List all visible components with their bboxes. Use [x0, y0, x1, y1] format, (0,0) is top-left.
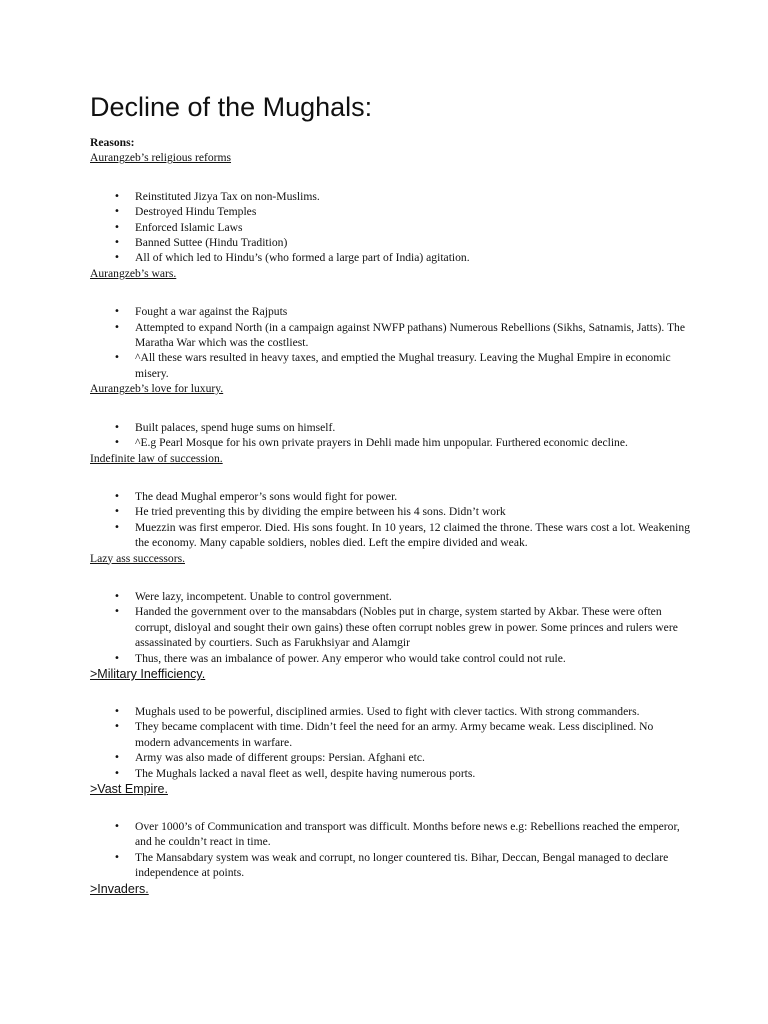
list-item: • ^E.g Pearl Mosque for his own private prayers in Dehli made him unpopular. Furthered economic decline. — [90, 435, 690, 450]
list-item: • Enforced Islamic Laws — [90, 220, 690, 235]
section-heading: >Military Inefficiency. — [90, 666, 206, 681]
section-heading: Indefinite law of succession. — [90, 451, 223, 465]
list-item: • Destroyed Hindu Temples — [90, 204, 690, 219]
document-body — [90, 135, 690, 897]
list-item: • Banned Suttee (Hindu Tradition) — [90, 235, 690, 250]
section-heading: >Vast Empire. — [90, 782, 168, 796]
list-item: • Reinstituted Jizya Tax on non-Muslims. — [90, 189, 690, 204]
list-item: • Over 1000’s of Communication and transport was difficult. Months before news e.g: Rebellions reached the emperor, and he couldn’t react in time. — [90, 819, 690, 850]
list-item: • Army was also made of different groups: Persian. Afghani etc. — [90, 750, 690, 765]
section-heading: Aurangzeb’s wars. — [90, 266, 177, 280]
list-item: • The Mansabdary system was weak and corrupt, no longer countered tis. Bihar, Deccan, Bengal managed to declare independence at points. — [90, 850, 690, 881]
list-item: • Thus, there was an imbalance of power. Any emperor who would take control could not rule. — [90, 651, 690, 666]
list-item: • They became complacent with time. Didn’t feel the need for an army. Army became weak. Less disciplined. No modern advancements in warfare. — [90, 719, 690, 750]
list-item: • Were lazy, incompetent. Unable to control government. — [90, 589, 690, 604]
list-item: • Fought a war against the Rajputs — [90, 304, 690, 319]
bullet-list — [90, 589, 690, 666]
list-item: • ^All these wars resulted in heavy taxes, and emptied the Mughal treasury. Leaving the Mughal Empire in economic misery. — [90, 350, 690, 381]
list-item: • Attempted to expand North (in a campaign against NWFP pathans) Numerous Rebellions (Sikhs, Satnamis, Jatts). The Maratha War which was the costliest. — [90, 320, 690, 351]
bullet-list — [90, 189, 690, 266]
list-item: • Built palaces, spend huge sums on himself. — [90, 420, 690, 435]
list-item: • He tried preventing this by dividing the empire between his 4 sons. Didn’t work — [90, 504, 690, 519]
list-item: • Mughals used to be powerful, disciplined armies. Used to fight with clever tactics. With strong commanders. — [90, 704, 690, 719]
list-item: • All of which led to Hindu’s (who formed a large part of India) agitation. — [90, 250, 690, 265]
section-heading: Lazy ass successors. — [90, 551, 185, 565]
list-item: • The dead Mughal emperor’s sons would fight for power. — [90, 489, 690, 504]
list-item: • Handed the government over to the mansabdars (Nobles put in charge, system started by Akbar. These were often corrupt, disloyal and sought their own gains) these often corrupt nobles grew in power. Some princes and rulers were assassinated by courtiers. Such as Farukhsiyar and Alamgir — [90, 604, 690, 650]
bullet-list — [90, 420, 690, 451]
section-heading: Aurangzeb’s love for luxury. — [90, 382, 224, 396]
bullet-list — [90, 489, 690, 551]
bullet-list — [90, 819, 690, 881]
section-heading: >Invaders. — [90, 881, 149, 896]
list-item: • Muezzin was first emperor. Died. His sons fought. In 10 years, 12 claimed the throne. These wars cost a lot. Weakening the economy. Many capable soldiers, nobles died. Left the empire divided and weak. — [90, 520, 690, 551]
section-heading: Aurangzeb’s religious reforms — [90, 151, 232, 165]
bullet-list — [90, 704, 690, 781]
reasons-label: Reasons: — [90, 136, 135, 149]
bullet-list — [90, 304, 690, 381]
list-item: • The Mughals lacked a naval fleet as well, despite having numerous ports. — [90, 766, 690, 781]
page-title: Decline of the Mughals: — [90, 92, 373, 122]
